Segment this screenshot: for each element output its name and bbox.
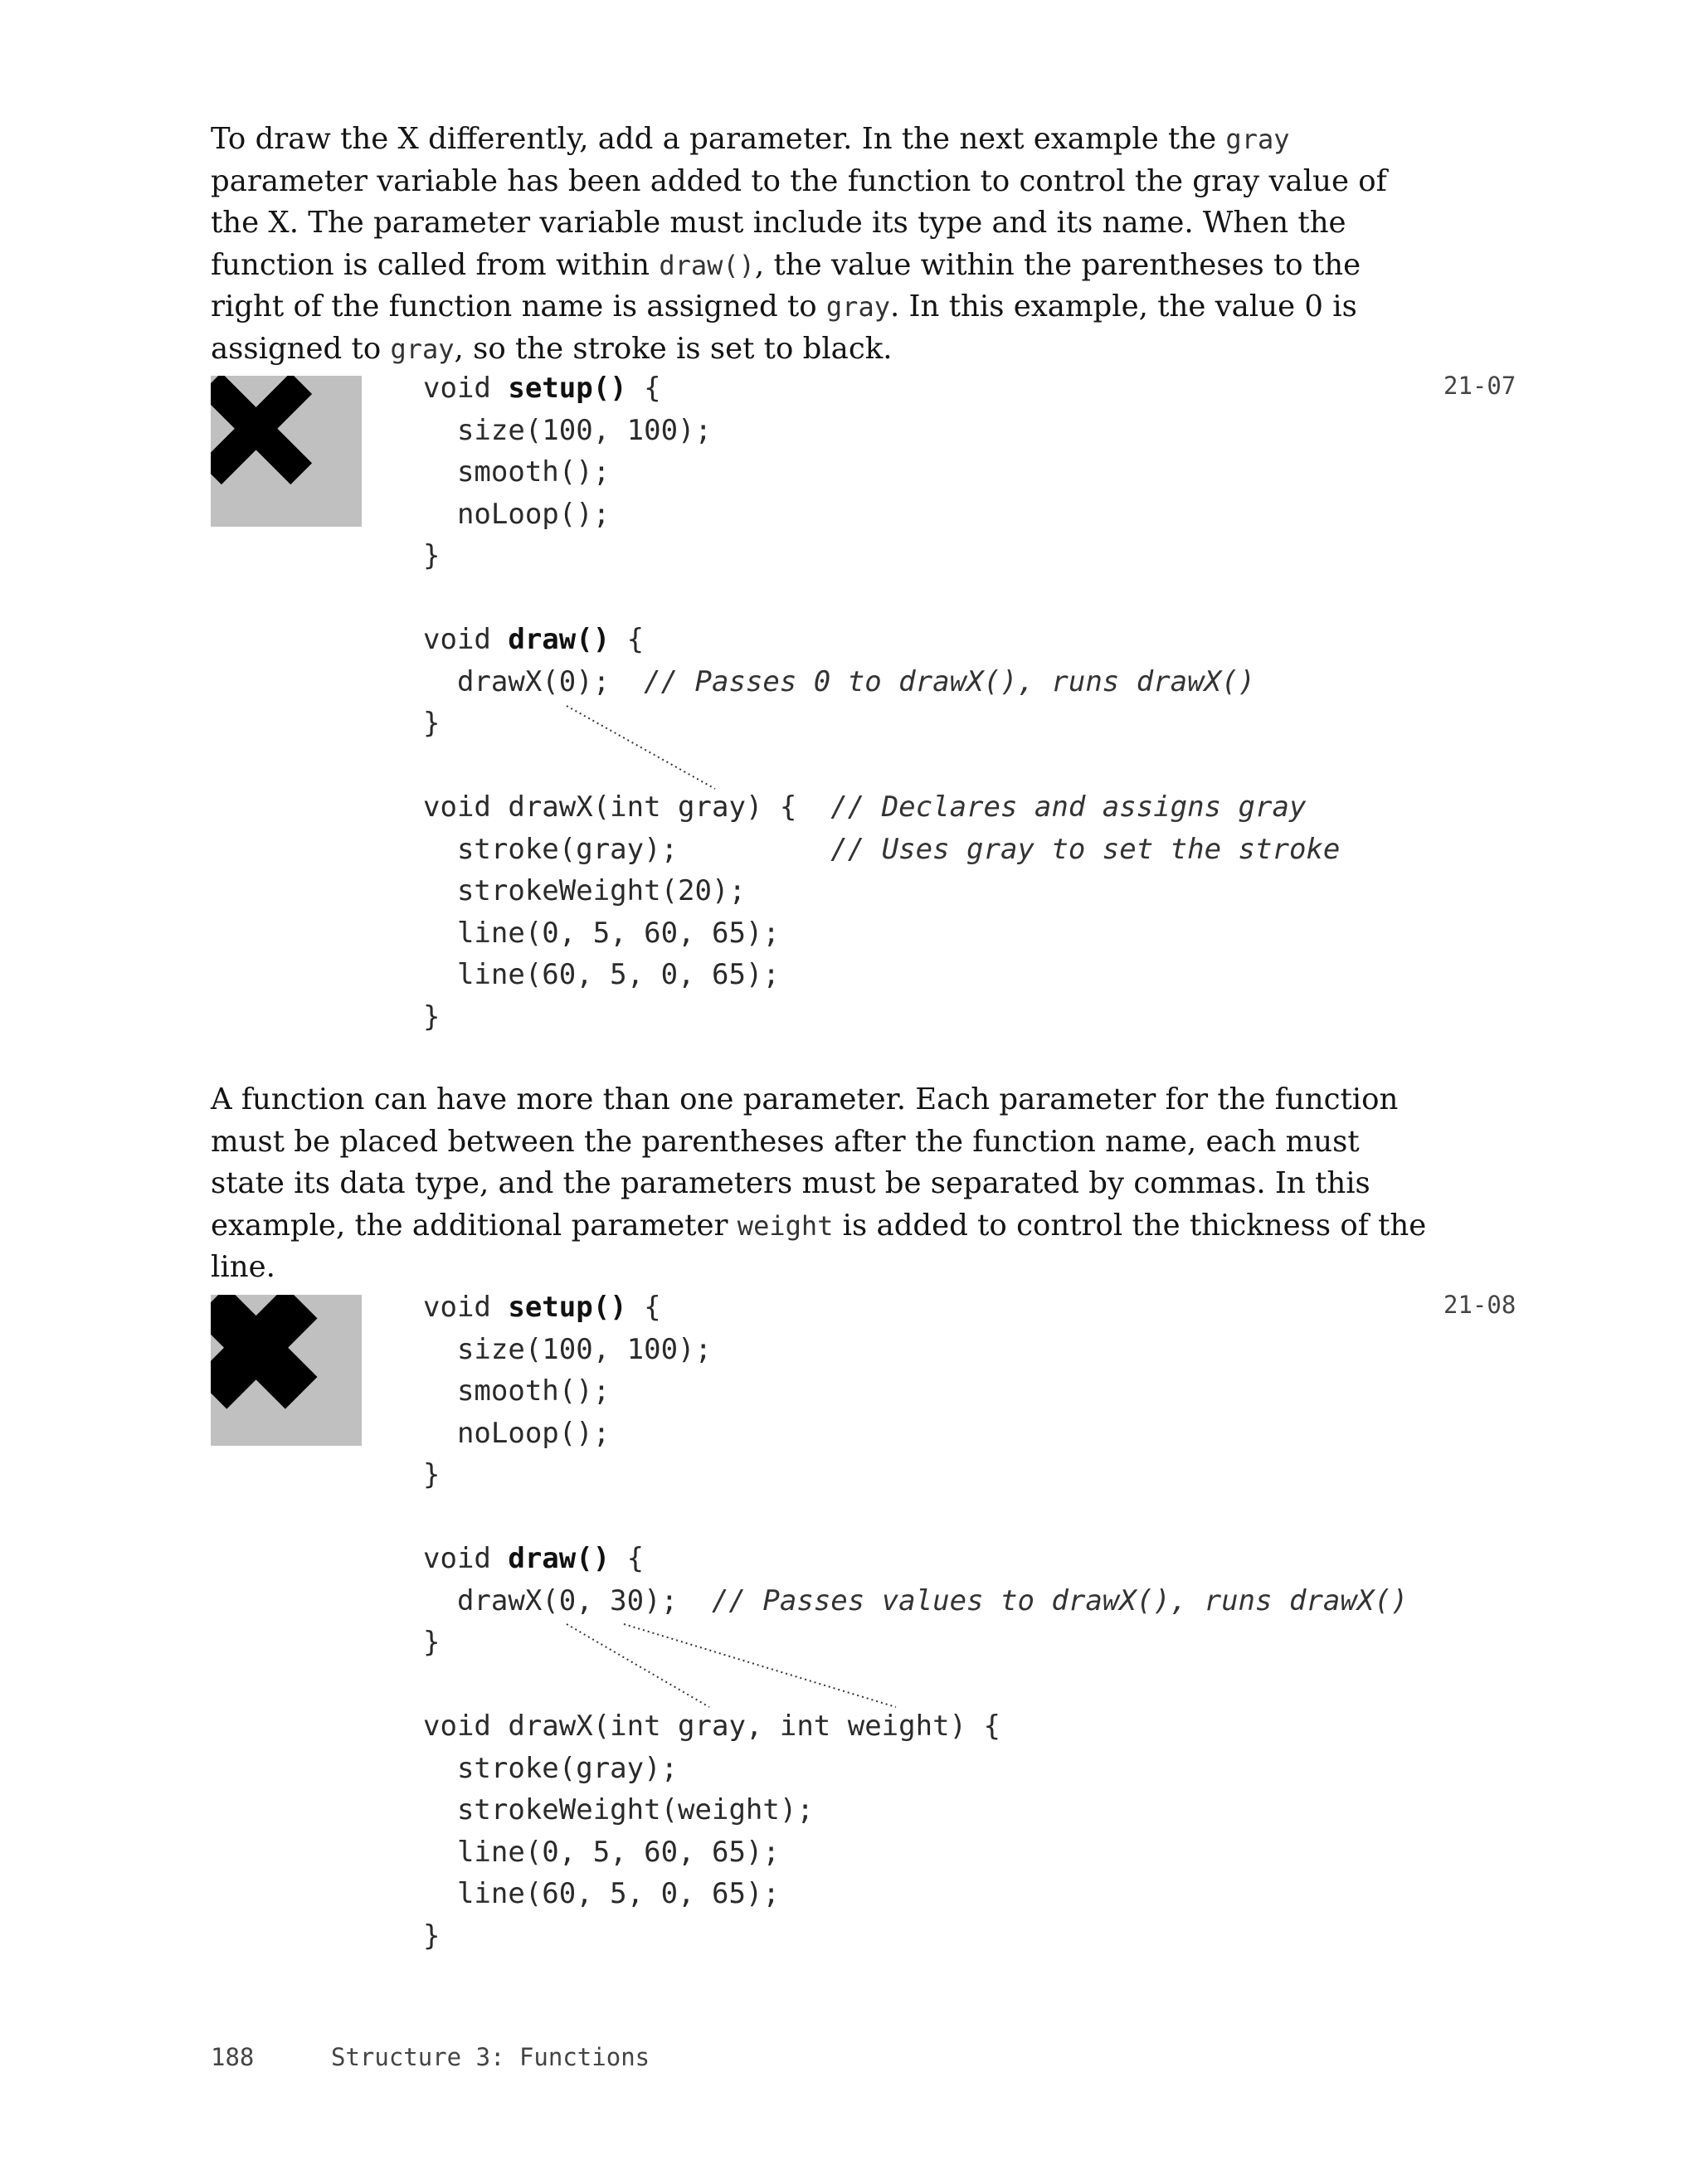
code-comment: // Passes 0 to drawX(), runs drawX() [644,664,1256,698]
text-run: To draw the X differently, add a parameter. In the next example the [211,122,1226,156]
code-line [423,1622,1408,1664]
code-line [423,703,1340,745]
code-text: { [610,623,645,656]
code-line [423,1664,1408,1706]
code-line [423,1748,1408,1790]
code-line [423,912,1340,955]
code-listing [423,1287,1408,1957]
code-text: } [423,1626,441,1659]
code-line [423,829,1340,871]
code-line [423,577,1340,620]
code-line [423,1789,1408,1831]
code-comment: // Passes values to drawX(), runs drawX() [712,1583,1409,1617]
code-text: void drawX(int gray, int weight) { [423,1710,1000,1743]
example-output-thumbnail [211,376,362,527]
inline-code: gray [1225,124,1290,155]
example-number: 21-07 [1443,372,1516,400]
inline-code: draw() [659,249,755,281]
code-line [423,1496,1408,1539]
x-shape-drawing [211,1295,362,1446]
code-text: void [423,1542,509,1575]
code-text: void [423,372,509,405]
text-run: A function can have more than one parameter. Each parameter for the function must be placed between the parentheses after the function name, each must state its data type, and the parameters must be separated by commas. In this example, the additional parameter [211,1082,1399,1243]
code-line [423,1873,1408,1915]
code-line [423,1329,1408,1371]
code-text: } [423,1919,441,1953]
code-text: { [626,372,661,405]
text-run: . In this example, the value 0 is assigned to [211,289,1357,366]
page-number: 188 [211,2043,255,2071]
code-text: strokeWeight(weight); [423,1793,814,1826]
code-line [423,661,1340,703]
code-line [423,410,1340,452]
code-text: line(60, 5, 0, 65); [423,958,780,991]
code-text: void [423,1291,509,1324]
running-head: Structure 3: Functions [331,2043,650,2071]
code-comment: // Declares and assigns gray [830,790,1307,824]
code-keyword: setup() [508,372,627,405]
code-text: smooth(); [423,1374,611,1408]
code-line [423,1831,1408,1874]
code-keyword: draw() [508,1542,611,1575]
text-run: , so the stroke is set to black. [454,331,893,366]
example-number: 21-08 [1443,1291,1516,1319]
code-text: smooth(); [423,455,611,489]
code-text: } [423,1000,441,1034]
code-line [423,619,1340,661]
code-text: } [423,539,441,572]
code-line [423,870,1340,912]
code-line [423,451,1340,494]
code-text: noLoop(); [423,1416,611,1450]
code-text: line(0, 5, 60, 65); [423,1835,780,1869]
code-line [423,996,1340,1038]
code-text: } [423,1458,441,1491]
code-text: drawX(0, 30); [423,1583,712,1617]
text-run: parameter variable has been added to the function to control the gray value of the X. The parameter variable must include its type and its name. When the function is called from within [211,163,1387,282]
code-comment: // Uses gray to set the stroke [830,832,1341,866]
code-text: drawX(0); [423,664,645,698]
body-paragraph-2 [211,1079,1430,1289]
code-line [423,1580,1408,1622]
code-text: size(100, 100); [423,413,712,447]
code-line [423,1454,1408,1496]
inline-code: gray [390,333,455,365]
code-text: { [626,1291,661,1324]
code-line [423,786,1340,829]
code-text: strokeWeight(20); [423,874,746,907]
code-text: noLoop(); [423,497,611,531]
code-listing [423,367,1340,1038]
code-keyword: draw() [508,623,611,656]
code-text: line(60, 5, 0, 65); [423,1877,780,1910]
body-paragraph-1 [211,119,1430,370]
example-output-thumbnail [211,1295,362,1446]
code-line [423,1370,1408,1413]
code-text: } [423,707,441,740]
x-shape-drawing [211,376,362,527]
code-text: line(0, 5, 60, 65); [423,916,780,950]
code-line [423,745,1340,787]
code-text: size(100, 100); [423,1332,712,1366]
code-line [423,1287,1408,1329]
code-line [423,494,1340,536]
code-line [423,1413,1408,1455]
code-text: stroke(gray); [423,832,831,866]
text-run: , the value within the parentheses to the right of the function name is assigned to [211,247,1361,323]
code-text: stroke(gray); [423,1751,679,1785]
inline-code: weight [737,1209,834,1242]
code-line [423,954,1340,996]
code-keyword: setup() [508,1291,627,1324]
code-text: void drawX(int gray) { [423,790,831,824]
code-line [423,1705,1408,1748]
code-line [423,1538,1408,1580]
code-line [423,367,1340,410]
code-line [423,535,1340,577]
inline-code: gray [825,291,890,323]
code-line [423,1915,1408,1958]
code-text: void [423,623,509,656]
code-text: { [610,1542,645,1575]
text-run: is added to control the thickness of the line. [211,1208,1427,1284]
